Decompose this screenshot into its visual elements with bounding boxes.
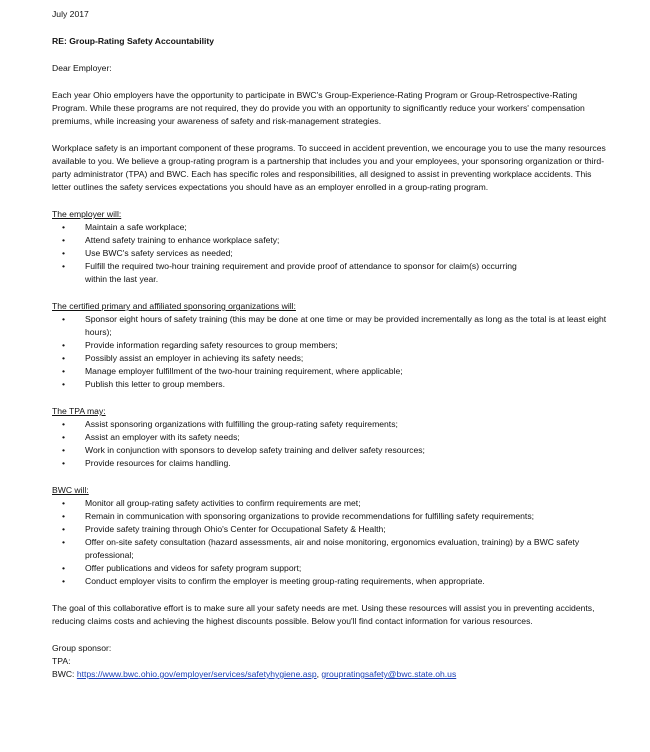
bwc-contact-line — [52, 668, 610, 681]
bullet-list — [52, 497, 610, 588]
list-item: • Monitor all group-rating safety activities to confirm requirements are met; — [52, 497, 610, 510]
list-item: • Fulfill the required two-hour training requirement and provide proof of attendance to sponsor for claim(s) occurring within the last year. — [52, 260, 610, 286]
list-item: • Possibly assist an employer in achieving its safety needs; — [52, 352, 610, 365]
list-item: • Sponsor eight hours of safety training (this may be done at one time or may be provided incrementally as long as the total is at least eight hours); — [52, 313, 610, 339]
list-item: • Work in conjunction with sponsors to develop safety training and deliver safety resources; — [52, 444, 610, 457]
list-item: • Publish this letter to group members. — [52, 378, 610, 391]
bwc-safety-link[interactable]: https://www.bwc.ohio.gov/employer/services/safetyhygiene.asp — [76, 669, 317, 679]
list-item: • Remain in communication with sponsoring organizations to provide recommendations for fulfilling safety requirements; — [52, 510, 610, 523]
bwc-section — [52, 484, 610, 588]
closing-paragraph: The goal of this collaborative effort is to make sure all your safety needs are met. Using these resources will assist you in preventing accidents, reducing claims costs and achieving the highest discounts possible. Below you'll find contact information for various resources. — [52, 603, 595, 626]
letter-date: July 2017 — [52, 9, 89, 19]
list-item: • Conduct employer visits to confirm the employer is meeting group-rating requirements, when appropriate. — [52, 575, 610, 588]
letter-greeting: Dear Employer: — [52, 63, 112, 73]
group-sponsor-label: Group sponsor: — [52, 643, 112, 653]
workplace-safety-paragraph: Workplace safety is an important component of these programs. To succeed in accident prevention, we encourage you to use the many resources available to you. We believe a group-rating program is a partnership that includes you and your employees, your sponsoring organization or third-party administrator (TPA) and BWC. Each has specific roles and responsibilities, all designed to assist in preventing workplace accidents. This letter outlines the safety services expectations you should have as an employer enrolled in a group-rating program. — [52, 143, 606, 192]
bullet-list — [52, 221, 610, 286]
contact-block — [52, 642, 610, 681]
list-item: • Offer on-site safety consultation (hazard assessments, air and noise monitoring, ergonomics evaluation, training) by a BWC safety professional; — [52, 536, 610, 562]
list-item: • Use BWC's safety services as needed; — [52, 247, 610, 260]
employer-section — [52, 208, 610, 286]
list-item: • Assist an employer with its safety needs; — [52, 431, 610, 444]
tpa-label: TPA: — [52, 656, 71, 666]
list-item: • Manage employer fulfillment of the two-hour training requirement, where applicable; — [52, 365, 610, 378]
bullet-list — [52, 418, 610, 470]
intro-paragraph: Each year Ohio employers have the opportunity to participate in BWC's Group-Experience-Rating Program or Group-Retrospective-Rating Program. While these programs are not required, they do provide you with an opportunity to significantly reduce your workers' compensation premiums, while increasing your awareness of safety and risk-management strategies. — [52, 90, 585, 126]
list-item: • Offer publications and videos for safety program support; — [52, 562, 610, 575]
list-item: • Provide resources for claims handling. — [52, 457, 610, 470]
bwc-email-link[interactable]: groupratingsafety@bwc.state.oh.us — [321, 669, 457, 679]
link-separator: , — [316, 669, 320, 679]
list-item: • Attend safety training to enhance workplace safety; — [52, 234, 610, 247]
list-item: • Assist sponsoring organizations with fulfilling the group-rating safety requirements; — [52, 418, 610, 431]
bullet-list — [52, 313, 610, 391]
list-item: • Provide information regarding safety resources to group members; — [52, 339, 610, 352]
letter-subject: RE: Group-Rating Safety Accountability — [52, 36, 215, 46]
section-heading: The employer will: — [52, 209, 122, 219]
list-item: • Provide safety training through Ohio's Center for Occupational Safety & Health; — [52, 523, 610, 536]
tpa-section — [52, 405, 610, 470]
section-heading: The certified primary and affiliated sponsoring organizations will: — [52, 301, 296, 311]
section-heading: The TPA may: — [52, 406, 106, 416]
list-item: • Maintain a safe workplace; — [52, 221, 610, 234]
section-heading: BWC will: — [52, 485, 89, 495]
bwc-label: BWC: — [52, 669, 75, 679]
sponsor-section — [52, 300, 610, 391]
